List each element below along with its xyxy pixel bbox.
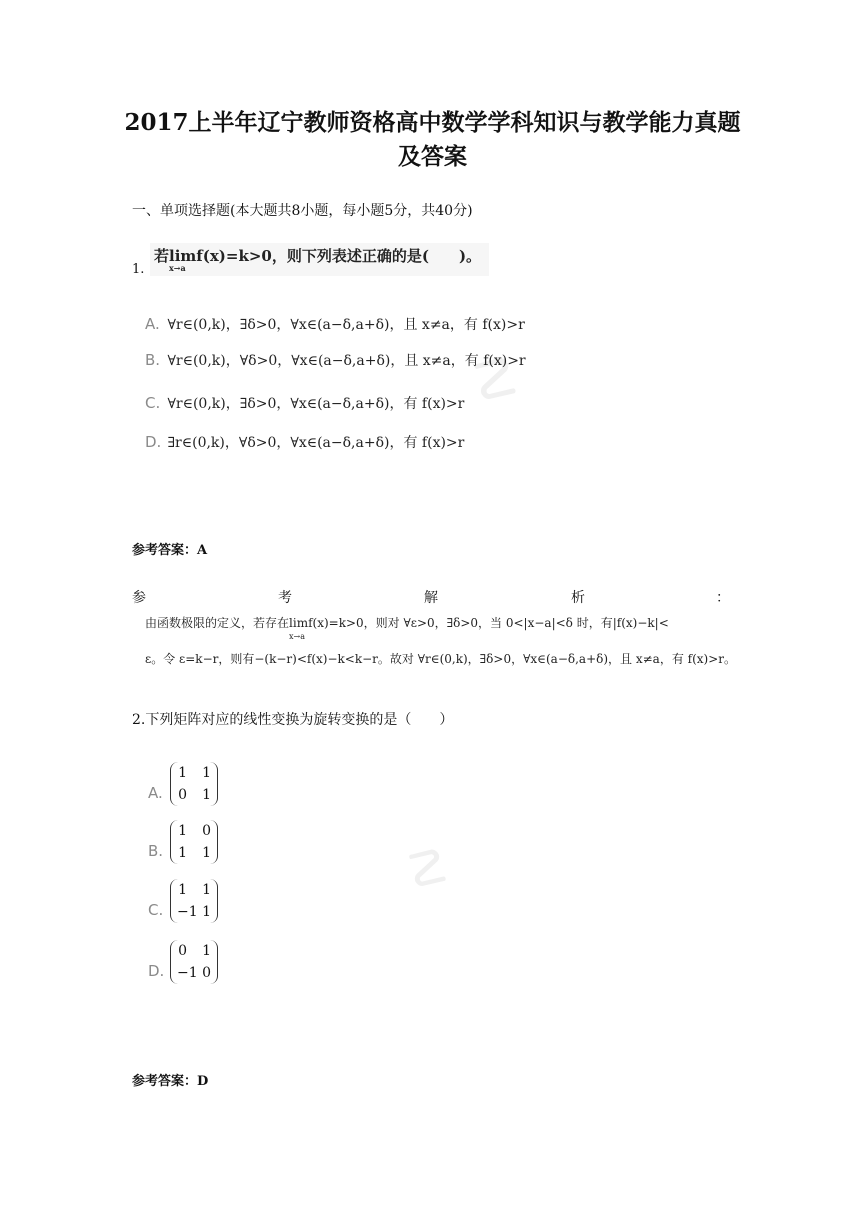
option-letter: C. — [148, 901, 164, 919]
matrix-entry: 1 — [178, 845, 187, 861]
limit-operator — [289, 616, 309, 641]
option-text: ∀r∈(0,k)，∃δ>0，∀x∈(a−δ,a+δ)，且 x≠a，有 f(x)>r — [167, 317, 525, 333]
matrix-entry: 0 — [202, 965, 211, 981]
matrix-entry: 0 — [202, 823, 211, 839]
matrix-entry: 0 — [178, 943, 187, 959]
explanation-suffix: f(x)=k>0，则对 ∀ε>0，∃δ>0，当 0<|x−a|<δ 时，有|f(x)−k|< — [308, 616, 669, 630]
limit-operator — [169, 247, 197, 273]
option-d — [145, 432, 464, 452]
stem-prefix: 若 — [154, 247, 170, 265]
explanation-label-char: ： — [716, 590, 730, 606]
matrix-entry: 1 — [178, 765, 187, 781]
matrix-entry: −1 — [177, 904, 198, 920]
option-text: ∀r∈(0,k)，∀δ>0，∀x∈(a−δ,a+δ)，且 x≠a，有 f(x)>r — [167, 353, 526, 369]
option-letter: B. — [148, 842, 164, 860]
option-letter: A. — [145, 315, 160, 333]
limit-label: lim — [169, 247, 197, 265]
matrix — [170, 762, 218, 806]
matrix-entry: 1 — [178, 882, 187, 898]
option-c — [145, 393, 464, 413]
matrix-entry: 1 — [202, 845, 211, 861]
question-number: 1. — [132, 262, 145, 277]
option-b — [145, 350, 526, 370]
limit-label: lim — [289, 616, 309, 630]
explanation-line: ε。令 ε=k−r，则有−(k−r)<f(x)−k<k−r。故对 ∀r∈(0,k)，∃δ>0，∀x∈(a−δ,a+δ)，且 x≠a，有 f(x)>r。 — [145, 652, 737, 666]
answer-q1: 参考答案：A — [132, 543, 208, 558]
matrix-entry: 1 — [202, 882, 211, 898]
question-stem: 2.下列矩阵对应的线性变换为旋转变换的是（ ） — [132, 712, 454, 728]
matrix — [170, 879, 218, 923]
option-letter: D. — [148, 962, 165, 980]
limit-subscript: x→a — [169, 263, 186, 273]
explanation-label-char: 解 — [424, 590, 438, 606]
matrix — [170, 940, 218, 984]
watermark-mark: ☡ — [405, 840, 450, 898]
option-letter: B. — [145, 351, 161, 369]
option-letter: C. — [145, 394, 161, 412]
option-letter: D. — [145, 433, 162, 451]
watermark-mark: ☡ — [470, 348, 521, 413]
explanation-label-char: 参 — [132, 590, 146, 606]
option-a — [145, 314, 525, 334]
option-letter: A. — [148, 784, 163, 802]
explanation-line — [145, 614, 669, 641]
matrix-entry: 1 — [202, 765, 211, 781]
explanation-label-char: 考 — [278, 590, 292, 606]
answer-q2: 参考答案：D — [132, 1074, 209, 1089]
matrix-entry: 1 — [178, 823, 187, 839]
explanation-label-char: 析 — [571, 590, 585, 606]
matrix — [170, 820, 218, 864]
matrix-entry: 0 — [178, 787, 187, 803]
option-text: ∀r∈(0,k)，∃δ>0，∀x∈(a−δ,a+δ)，有 f(x)>r — [167, 396, 465, 412]
document-title: 2017上半年辽宁教师资格高中数学学科知识与教学能力真题及答案 — [124, 109, 741, 170]
question-stem — [150, 243, 489, 276]
matrix-entry: 1 — [202, 787, 211, 803]
matrix-entry: −1 — [177, 965, 198, 981]
stem-suffix: f(x)=k>0，则下列表述正确的是( )。 — [196, 247, 482, 265]
matrix-entry: 1 — [202, 943, 211, 959]
option-text: ∃r∈(0,k)，∀δ>0，∀x∈(a−δ,a+δ)，有 f(x)>r — [167, 435, 465, 451]
explanation-prefix: 由函数极限的定义，若存在 — [145, 616, 290, 630]
section-heading: 一、单项选择题(本大题共8小题，每小题5分，共40分) — [132, 203, 473, 219]
matrix-entry: 1 — [202, 904, 211, 920]
limit-subscript: x→a — [289, 632, 305, 641]
